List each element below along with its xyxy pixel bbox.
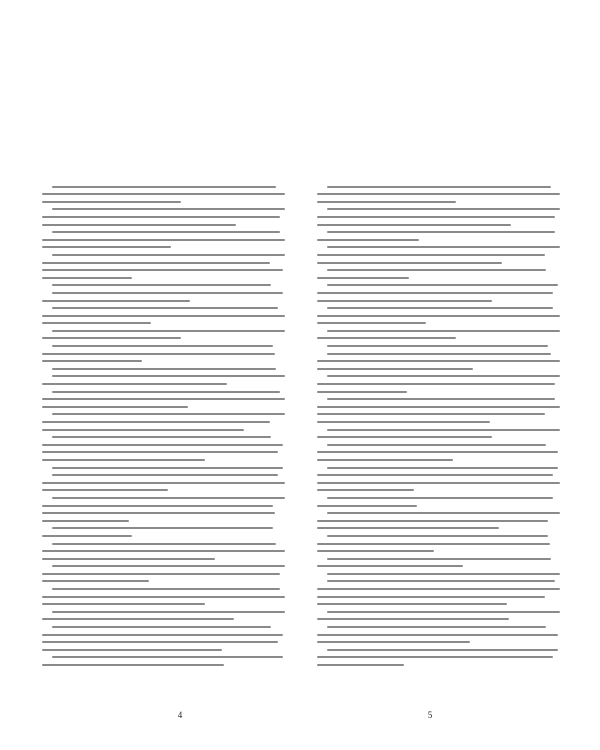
- text-paragraph: [317, 626, 560, 643]
- text-line: [52, 588, 280, 590]
- text-line: [42, 618, 234, 620]
- text-paragraph: [42, 375, 285, 385]
- text-line: [42, 535, 132, 537]
- text-line: [317, 451, 558, 453]
- text-paragraph: [317, 186, 560, 203]
- text-paragraph: [42, 611, 285, 621]
- text-line: [52, 436, 271, 438]
- text-line: [42, 246, 171, 248]
- text-paragraph: [317, 535, 560, 552]
- text-line: [52, 231, 280, 233]
- text-paragraph: [42, 231, 285, 248]
- text-line: [42, 664, 224, 666]
- text-line: [42, 634, 283, 636]
- text-paragraph: [317, 429, 560, 439]
- text-paragraph: [42, 474, 285, 491]
- text-line: [317, 482, 560, 484]
- text-paragraph: [42, 254, 285, 279]
- text-line: [42, 451, 278, 453]
- text-line: [42, 596, 285, 598]
- text-line: [42, 322, 151, 324]
- text-line: [317, 634, 558, 636]
- text-line: [317, 391, 407, 393]
- text-paragraph: [42, 626, 285, 651]
- text-paragraph: [42, 413, 285, 430]
- text-paragraph: [42, 391, 285, 408]
- text-paragraph: [42, 436, 285, 461]
- text-line: [52, 611, 285, 613]
- text-paragraph: [42, 284, 285, 286]
- text-paragraph: [317, 345, 560, 347]
- text-line: [317, 421, 490, 423]
- text-line: [42, 649, 222, 651]
- text-line: [327, 284, 558, 286]
- text-line: [317, 505, 417, 507]
- text-line: [327, 535, 548, 537]
- text-line: [52, 543, 276, 545]
- text-line: [327, 649, 558, 651]
- text-line: [317, 383, 555, 385]
- text-line: [317, 474, 553, 476]
- text-line: [317, 588, 560, 590]
- text-paragraph: [42, 208, 285, 225]
- text-line: [327, 611, 560, 613]
- text-line: [317, 216, 555, 218]
- text-line: [317, 201, 456, 203]
- text-paragraph: [317, 330, 560, 340]
- text-line: [317, 565, 463, 567]
- text-line: [327, 330, 560, 332]
- text-line: [52, 497, 285, 499]
- text-paragraph: [317, 398, 560, 423]
- text-line: [42, 360, 142, 362]
- text-line: [52, 292, 283, 294]
- text-line: [317, 406, 560, 408]
- text-line: [52, 186, 276, 188]
- text-line: [52, 413, 285, 415]
- text-line: [317, 664, 404, 666]
- text-line: [52, 307, 278, 309]
- text-line: [42, 580, 149, 582]
- text-line: [52, 391, 280, 393]
- text-line: [42, 224, 236, 226]
- text-line: [327, 345, 548, 347]
- text-line: [52, 527, 273, 529]
- text-line: [317, 550, 434, 552]
- text-paragraph: [317, 246, 560, 263]
- text-line: [327, 512, 560, 514]
- text-line: [327, 626, 546, 628]
- text-line: [52, 345, 273, 347]
- text-paragraph: [317, 353, 560, 370]
- text-line: [42, 482, 285, 484]
- text-line: [52, 375, 285, 377]
- text-paragraph: [42, 656, 285, 666]
- text-paragraph: [42, 307, 285, 324]
- text-line: [317, 254, 545, 256]
- text-paragraph: [317, 284, 560, 301]
- text-line: [327, 186, 551, 188]
- text-line: [42, 300, 190, 302]
- text-line: [327, 573, 560, 575]
- text-line: [317, 368, 473, 370]
- text-line: [327, 246, 560, 248]
- text-line: [42, 489, 168, 491]
- text-line: [327, 467, 558, 469]
- text-paragraph: [42, 345, 285, 362]
- text-line: [42, 558, 215, 560]
- right-page-number: 5: [427, 710, 433, 720]
- text-line: [42, 262, 270, 264]
- right-page: [317, 180, 560, 720]
- text-line: [317, 262, 502, 264]
- text-line: [317, 193, 560, 195]
- text-paragraph: [317, 512, 560, 529]
- text-line: [52, 565, 285, 567]
- text-line: [42, 520, 129, 522]
- text-line: [42, 444, 283, 446]
- text-paragraph: [42, 497, 285, 522]
- text-line: [317, 315, 560, 317]
- text-line: [42, 239, 285, 241]
- text-line: [327, 231, 555, 233]
- text-line: [42, 550, 285, 552]
- text-paragraph: [42, 368, 285, 370]
- text-paragraph: [317, 649, 560, 666]
- left-page-text: [42, 186, 285, 666]
- text-line: [327, 353, 551, 355]
- text-paragraph: [42, 565, 285, 582]
- text-line: [317, 603, 507, 605]
- text-paragraph: [42, 543, 285, 560]
- text-line: [327, 497, 553, 499]
- text-line: [52, 330, 285, 332]
- text-paragraph: [42, 527, 285, 537]
- text-line: [52, 656, 283, 658]
- text-line: [327, 429, 560, 431]
- right-page-text: [317, 186, 560, 666]
- text-line: [42, 603, 205, 605]
- text-line: [42, 337, 181, 339]
- text-paragraph: [317, 573, 560, 575]
- text-line: [327, 375, 560, 377]
- text-line: [327, 307, 553, 309]
- text-paragraph: [42, 467, 285, 469]
- text-line: [317, 618, 509, 620]
- text-line: [317, 360, 560, 362]
- text-line: [327, 444, 546, 446]
- text-paragraph: [317, 580, 560, 605]
- text-paragraph: [317, 611, 560, 621]
- text-paragraph: [317, 375, 560, 392]
- text-line: [327, 269, 546, 271]
- left-page-number: 4: [177, 710, 183, 720]
- text-line: [317, 277, 409, 279]
- text-line: [317, 300, 492, 302]
- text-line: [42, 573, 280, 575]
- text-line: [42, 398, 285, 400]
- text-line: [317, 436, 492, 438]
- text-line: [317, 239, 419, 241]
- text-paragraph: [42, 330, 285, 340]
- text-paragraph: [317, 231, 560, 241]
- text-line: [317, 527, 499, 529]
- text-paragraph: [42, 186, 285, 203]
- text-line: [317, 641, 470, 643]
- text-line: [52, 254, 285, 256]
- text-line: [317, 413, 545, 415]
- text-paragraph: [317, 497, 560, 507]
- text-paragraph: [42, 292, 285, 302]
- text-line: [52, 467, 283, 469]
- text-line: [42, 505, 273, 507]
- text-line: [317, 292, 553, 294]
- text-line: [42, 512, 275, 514]
- text-line: [42, 277, 132, 279]
- text-line: [317, 596, 545, 598]
- text-line: [42, 406, 188, 408]
- text-line: [42, 216, 280, 218]
- text-line: [52, 208, 285, 210]
- text-line: [42, 201, 181, 203]
- text-line: [42, 315, 285, 317]
- text-line: [317, 322, 426, 324]
- text-line: [42, 429, 244, 431]
- text-line: [42, 269, 283, 271]
- text-line: [42, 383, 227, 385]
- text-paragraph: [317, 208, 560, 225]
- text-line: [52, 284, 271, 286]
- text-line: [327, 580, 555, 582]
- left-page: [42, 180, 285, 720]
- text-line: [317, 656, 553, 658]
- text-line: [327, 208, 560, 210]
- text-line: [317, 543, 550, 545]
- text-line: [52, 626, 271, 628]
- text-paragraph: [317, 307, 560, 324]
- text-line: [42, 193, 285, 195]
- text-paragraph: [317, 558, 560, 568]
- text-line: [317, 459, 453, 461]
- text-line: [42, 459, 205, 461]
- text-line: [317, 337, 456, 339]
- text-paragraph: [42, 588, 285, 605]
- text-line: [317, 224, 511, 226]
- text-line: [42, 421, 270, 423]
- text-line: [317, 520, 548, 522]
- text-line: [42, 641, 278, 643]
- text-line: [52, 368, 276, 370]
- text-paragraph: [317, 444, 560, 461]
- text-paragraph: [317, 467, 560, 492]
- text-line: [42, 353, 275, 355]
- text-paragraph: [317, 269, 560, 279]
- text-line: [52, 474, 278, 476]
- text-line: [317, 489, 414, 491]
- text-line: [327, 558, 551, 560]
- text-line: [327, 398, 555, 400]
